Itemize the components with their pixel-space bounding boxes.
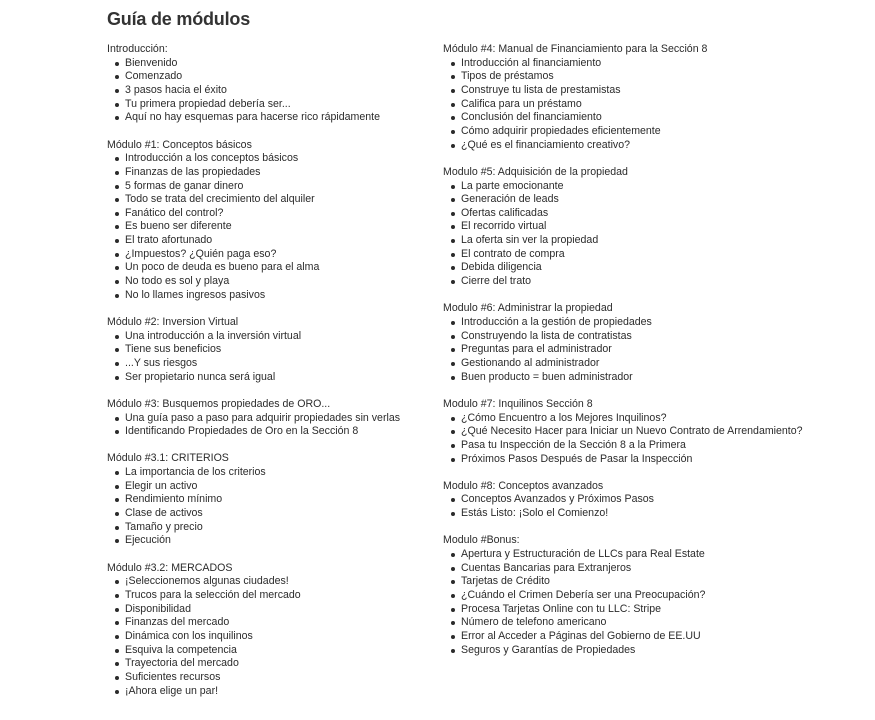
lesson-item: Tu primera propiedad debería ser...: [107, 98, 437, 112]
lesson-item: ¡Seleccionemos algunas ciudades!: [107, 575, 437, 589]
lesson-item: Próximos Pasos Después de Pasar la Inspección: [443, 453, 868, 467]
lesson-item: Rendimiento mínimo: [107, 493, 437, 507]
lesson-item: No lo llames ingresos pasivos: [107, 289, 437, 303]
lesson-item: Número de telefono americano: [443, 616, 868, 630]
module-section-modulo-5-adquisicion-de-la-propiedad: [443, 166, 868, 289]
lesson-item: Ofertas calificadas: [443, 207, 868, 221]
lesson-item: Ejecución: [107, 534, 437, 548]
lesson-item: Conclusión del financiamiento: [443, 111, 868, 125]
lesson-item: Generación de leads: [443, 193, 868, 207]
lesson-item: Debida diligencia: [443, 261, 868, 275]
module-title: Módulo #4: Manual de Financiamiento para la Sección 8: [443, 43, 708, 55]
module-title: Módulo #3: Busquemos propiedades de ORO...: [107, 397, 331, 410]
lesson-item: ¿Cómo Encuentro a los Mejores Inquilinos?: [443, 412, 868, 426]
module-section-modulo-6-administrar-la-propiedad: [443, 302, 868, 384]
module-section-modulo-3-2-mercados: [107, 562, 437, 699]
lesson-item: ¿Cuándo el Crimen Debería ser una Preocupación?: [443, 589, 868, 603]
lesson-item: Esquiva la competencia: [107, 644, 437, 658]
module-section-modulo-bonus: [443, 534, 868, 657]
module-title: Módulo #3.2: MERCADOS: [107, 561, 233, 574]
lesson-item: Disponibilidad: [107, 603, 437, 617]
lesson-item: No todo es sol y playa: [107, 275, 437, 289]
lesson-item: Conceptos Avanzados y Próximos Pasos: [443, 493, 868, 507]
module-section-modulo-3-busquemos-propiedades-de-oro: [107, 398, 437, 439]
lesson-item: Trucos para la selección del mercado: [107, 589, 437, 603]
lesson-item: Gestionando al administrador: [443, 357, 868, 371]
lesson-item: Elegir un activo: [107, 480, 437, 494]
module-title: Módulo #3.1: CRITERIOS: [107, 452, 229, 465]
lesson-item: La importancia de los criterios: [107, 466, 437, 480]
lesson-item: Dinámica con los inquilinos: [107, 630, 437, 644]
lesson-item: Una introducción a la inversión virtual: [107, 330, 437, 344]
lesson-item: La parte emocionante: [443, 180, 868, 194]
lesson-item: Todo se trata del crecimiento del alquiler: [107, 193, 437, 207]
lesson-item: Construyendo la lista de contratistas: [443, 330, 868, 344]
lesson-list: [443, 57, 868, 153]
lesson-list: [443, 548, 868, 657]
right-column: [443, 43, 868, 671]
lesson-item: El trato afortunado: [107, 234, 437, 248]
lesson-item: El contrato de compra: [443, 248, 868, 262]
lesson-item: Cómo adquirir propiedades eficientemente: [443, 125, 868, 139]
lesson-item: Ser propietario nunca será igual: [107, 371, 437, 385]
lesson-list: [443, 412, 868, 467]
lesson-list: [107, 330, 437, 385]
lesson-list: [107, 57, 437, 125]
lesson-item: Pasa tu Inspección de la Sección 8 a la Primera: [443, 439, 868, 453]
lesson-item: Preguntas para el administrador: [443, 343, 868, 357]
module-title: Módulo #1: Conceptos básicos: [107, 138, 252, 151]
lesson-list: [443, 180, 868, 289]
lesson-list: [107, 466, 437, 548]
lesson-item: Clase de activos: [107, 507, 437, 521]
lesson-item: Error al Acceder a Páginas del Gobierno de EE.UU: [443, 630, 868, 644]
module-title: Modulo #8: Conceptos avanzados: [443, 479, 604, 492]
lesson-item: Bienvenido: [107, 57, 437, 71]
lesson-item: Un poco de deuda es bueno para el alma: [107, 261, 437, 275]
lesson-list: [443, 493, 868, 520]
lesson-item: Trayectoria del mercado: [107, 657, 437, 671]
module-section-modulo-7-inquilinos-seccion-8: [443, 398, 868, 466]
lesson-item: Finanzas del mercado: [107, 616, 437, 630]
left-column: [107, 43, 437, 712]
lesson-list: [443, 316, 868, 384]
lesson-item: El recorrido virtual: [443, 220, 868, 234]
lesson-item: La oferta sin ver la propiedad: [443, 234, 868, 248]
lesson-item: Introducción a la gestión de propiedades: [443, 316, 868, 330]
module-section-introduccion: [107, 43, 437, 125]
module-title: Modulo #5: Adquisición de la propiedad: [443, 165, 628, 178]
lesson-item: Finanzas de las propiedades: [107, 166, 437, 180]
lesson-item: Procesa Tarjetas Online con tu LLC: Stripe: [443, 603, 868, 617]
lesson-item: Tarjetas de Crédito: [443, 575, 868, 589]
lesson-item: ¿Qué Necesito Hacer para Iniciar un Nuevo Contrato de Arrendamiento?: [443, 425, 868, 439]
lesson-item: Aquí no hay esquemas para hacerse rico rápidamente: [107, 111, 437, 125]
lesson-item: ¿Qué es el financiamiento creativo?: [443, 139, 868, 153]
lesson-item: Tipos de préstamos: [443, 70, 868, 84]
module-title: Módulo #2: Inversion Virtual: [107, 316, 239, 328]
lesson-item: Tamaño y precio: [107, 521, 437, 535]
module-section-modulo-2-inversion-virtual: [107, 316, 437, 384]
lesson-item: Cierre del trato: [443, 275, 868, 289]
lesson-item: Seguros y Garantías de Propiedades: [443, 644, 868, 658]
module-section-modulo-8-conceptos-avanzados: [443, 480, 868, 521]
module-title: Modulo #7: Inquilinos Sección 8: [443, 397, 593, 410]
lesson-item: Una guía paso a paso para adquirir propiedades sin verlas: [107, 412, 437, 426]
lesson-item: Comenzado: [107, 70, 437, 84]
lesson-item: ...Y sus riesgos: [107, 357, 437, 371]
lesson-item: Califica para un préstamo: [443, 98, 868, 112]
lesson-item: Introducción al financiamiento: [443, 57, 868, 71]
lesson-item: Estás Listo: ¡Solo el Comienzo!: [443, 507, 868, 521]
lesson-item: Introducción a los conceptos básicos: [107, 152, 437, 166]
lesson-list: [107, 412, 437, 439]
module-section-modulo-4-manual-de-financiamiento-para-l: [443, 43, 868, 152]
page-title: Guía de módulos: [107, 9, 251, 29]
lesson-item: 5 formas de ganar dinero: [107, 180, 437, 194]
lesson-item: Apertura y Estructuración de LLCs para Real Estate: [443, 548, 868, 562]
lesson-item: 3 pasos hacia el éxito: [107, 84, 437, 98]
lesson-item: Es bueno ser diferente: [107, 220, 437, 234]
lesson-list: [107, 575, 437, 698]
lesson-item: ¿Impuestos? ¿Quién paga eso?: [107, 248, 437, 262]
lesson-item: Tiene sus beneficios: [107, 343, 437, 357]
lesson-item: Buen producto = buen administrador: [443, 371, 868, 385]
lesson-item: Fanático del control?: [107, 207, 437, 221]
module-title: Modulo #6: Administrar la propiedad: [443, 302, 613, 315]
lesson-item: ¡Ahora elige un par!: [107, 685, 437, 699]
lesson-item: Cuentas Bancarias para Extranjeros: [443, 562, 868, 576]
module-title: Introducción:: [107, 43, 168, 55]
lesson-item: Identificando Propiedades de Oro en la Sección 8: [107, 425, 437, 439]
lesson-item: Suficientes recursos: [107, 671, 437, 685]
lesson-list: [107, 152, 437, 302]
module-section-modulo-1-conceptos-basicos: [107, 139, 437, 303]
module-section-modulo-3-1-criterios: [107, 452, 437, 548]
lesson-item: Construye tu lista de prestamistas: [443, 84, 868, 98]
module-title: Modulo #Bonus:: [443, 534, 520, 547]
